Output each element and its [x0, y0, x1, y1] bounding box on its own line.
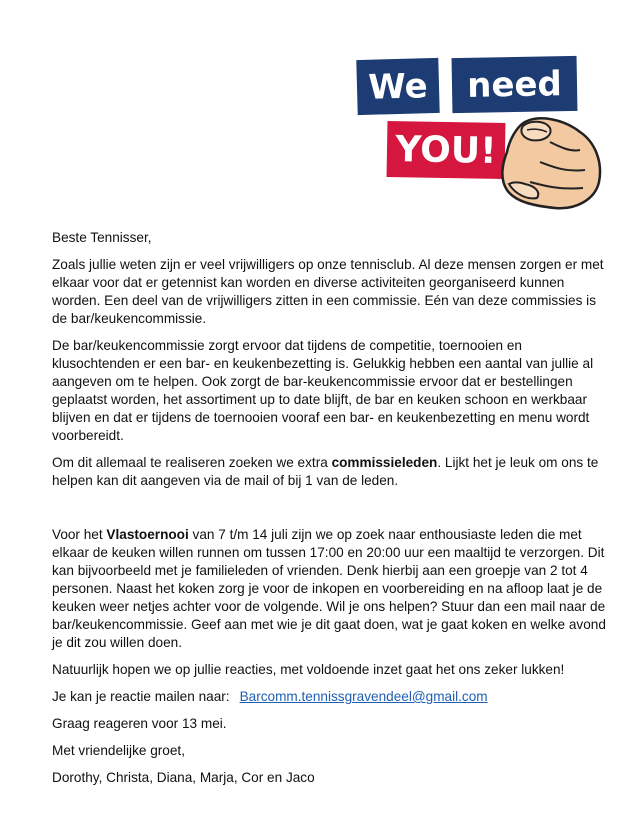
logo-banner-need [452, 56, 578, 113]
deadline: Graag reageren voor 13 mei. [52, 716, 227, 731]
tournament-text-end: van 7 t/m 14 juli zijn we op zoek naar enthousiaste leden die met elkaar de keuken willen runnen om tussen 17:00 en 20:00 uur een maaltijd te verzorgen. Dit kan bijvoorbeeld met je familieleden of vrienden. Denk hierbij aan een groepje van 2 tot 4 personen. Naast het koken zorg je voor de inkopen en voorbereiding en na afloop laat je de keuken weer netjes achter voor de volgende. Wil je ons helpen? Stuur dan een mail naar de bar/keukencommissie. Geef aan met wie je dit gaat doen, wat je gaat koken en welke avond je dit zou willen doen. [52, 527, 606, 650]
greeting: Beste Tennisser, [52, 230, 152, 245]
logo-text-we: We [367, 65, 429, 108]
tournament-text-start: Voor het [52, 527, 107, 542]
signature: Dorothy, Christa, Diana, Marja, Cor en Jaco [52, 770, 315, 785]
letter-body [52, 229, 612, 796]
pointing-hand-icon [495, 112, 605, 212]
email-link[interactable]: Barcomm.tennissgravendeel@gmail.com [239, 689, 488, 704]
paragraph-committee-tasks: De bar/keukencommissie zorgt ervoor dat tijdens de competitie, toernooien en klusochtenden er een bar- en keukenbezetting is. Gelukkig hebben een aantal van jullie al aangeven om te helpen. Ook zorgt de bar-keukencommissie ervoor dat er bestellingen geplaatst worden, het assortiment up to date blijft, de bar en keuken schoon en werkbaar blijven en dat er tijdens de toernooien vooraf een bar- en keukenbezetting en menu wordt voorbereidt. [52, 338, 594, 443]
paragraph-recruitment [52, 454, 612, 490]
logo-banner-we [356, 58, 439, 115]
we-need-you-logo [355, 57, 605, 217]
mail-line [52, 688, 612, 706]
recruitment-text-end: . Lijkt het je leuk om ons te helpen kan dit aangeven via de mail of bij 1 van de leden. [52, 455, 599, 488]
logo-banner-you [387, 121, 506, 179]
paragraph-tournament [52, 526, 612, 652]
tournament-bold: Vlastoernooi [106, 527, 189, 542]
logo-text-need: need [466, 63, 563, 106]
paragraph-hope: Natuurlijk hopen we op jullie reacties, met voldoende inzet gaat het ons zeker lukken! [52, 662, 565, 677]
closing: Met vriendelijke groet, [52, 743, 185, 758]
spacer [52, 499, 612, 526]
recruitment-text-start: Om dit allemaal te realiseren zoeken we extra [52, 455, 332, 470]
paragraph-volunteers: Zoals jullie weten zijn er veel vrijwilligers op onze tennisclub. Al deze mensen zorgen er met elkaar voor dat er getennist kan worden en diverse activiteiten georganiseerd kunnen worden. Een deel van de vrijwilligers zitten in een commissie. Eén van deze commissies is de bar/keukencommissie. [52, 257, 604, 326]
mail-label: Je kan je reactie mailen naar: [52, 689, 230, 704]
logo-text-you: YOU! [395, 128, 497, 172]
recruitment-bold: commissieleden [331, 455, 438, 470]
